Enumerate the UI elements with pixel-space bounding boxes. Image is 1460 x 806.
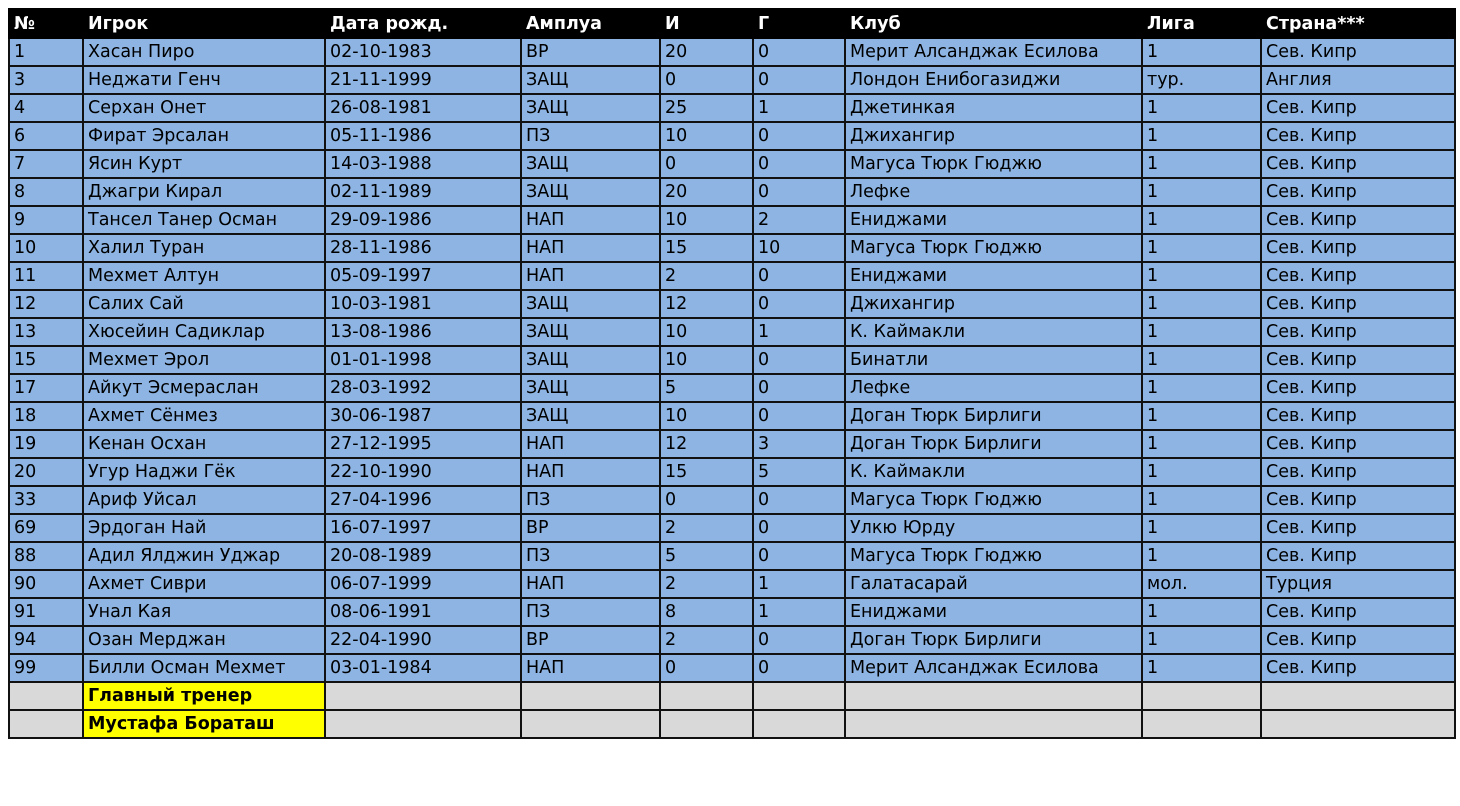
cell-league: 1 xyxy=(1142,542,1261,570)
staff-cell-empty xyxy=(1142,682,1261,710)
header-birthdate: Дата рожд. xyxy=(325,9,521,38)
cell-position: ВР xyxy=(521,626,660,654)
cell-games: 8 xyxy=(660,598,753,626)
cell-position: ЗАЩ xyxy=(521,374,660,402)
cell-league: мол. xyxy=(1142,570,1261,598)
cell-birthdate: 13-08-1986 xyxy=(325,318,521,346)
player-row xyxy=(9,178,1455,206)
cell-games: 20 xyxy=(660,178,753,206)
cell-goals: 1 xyxy=(753,570,845,598)
cell-number: 13 xyxy=(9,318,83,346)
cell-club: К. Каймакли xyxy=(845,458,1142,486)
cell-player: Фират Эрсалан xyxy=(83,122,325,150)
cell-number: 18 xyxy=(9,402,83,430)
cell-number: 8 xyxy=(9,178,83,206)
cell-position: НАП xyxy=(521,654,660,682)
cell-club: Доган Тюрк Бирлиги xyxy=(845,626,1142,654)
cell-games: 5 xyxy=(660,542,753,570)
cell-birthdate: 27-12-1995 xyxy=(325,430,521,458)
cell-country: Сев. Кипр xyxy=(1261,654,1455,682)
cell-club: Джихангир xyxy=(845,122,1142,150)
cell-position: ЗАЩ xyxy=(521,94,660,122)
cell-goals: 0 xyxy=(753,150,845,178)
header-club: Клуб xyxy=(845,9,1142,38)
cell-player: Мехмет Алтун xyxy=(83,262,325,290)
cell-league: 1 xyxy=(1142,234,1261,262)
cell-league: 1 xyxy=(1142,262,1261,290)
cell-number: 15 xyxy=(9,346,83,374)
cell-country: Сев. Кипр xyxy=(1261,486,1455,514)
cell-player: Хюсейин Садиклар xyxy=(83,318,325,346)
cell-country: Сев. Кипр xyxy=(1261,262,1455,290)
cell-position: НАП xyxy=(521,262,660,290)
player-row xyxy=(9,542,1455,570)
cell-goals: 0 xyxy=(753,402,845,430)
staff-cell-empty xyxy=(845,682,1142,710)
player-row xyxy=(9,598,1455,626)
cell-league: 1 xyxy=(1142,290,1261,318)
players-body xyxy=(9,38,1455,682)
cell-games: 12 xyxy=(660,430,753,458)
cell-birthdate: 21-11-1999 xyxy=(325,66,521,94)
cell-club: Мерит Алсанджак Есилова xyxy=(845,38,1142,66)
player-row xyxy=(9,346,1455,374)
player-row xyxy=(9,122,1455,150)
staff-row-role xyxy=(9,682,1455,710)
cell-number: 90 xyxy=(9,570,83,598)
player-row xyxy=(9,206,1455,234)
cell-player: Ахмет Сёнмез xyxy=(83,402,325,430)
cell-goals: 0 xyxy=(753,626,845,654)
header-country: Страна*** xyxy=(1261,9,1455,38)
cell-goals: 10 xyxy=(753,234,845,262)
cell-games: 10 xyxy=(660,206,753,234)
header-goals: Г xyxy=(753,9,845,38)
cell-club: Ениджами xyxy=(845,262,1142,290)
cell-position: НАП xyxy=(521,206,660,234)
cell-country: Сев. Кипр xyxy=(1261,542,1455,570)
cell-club: Джихангир xyxy=(845,290,1142,318)
cell-birthdate: 28-03-1992 xyxy=(325,374,521,402)
cell-club: Магуса Тюрк Гюджю xyxy=(845,542,1142,570)
cell-player: Джагри Кирал xyxy=(83,178,325,206)
cell-goals: 0 xyxy=(753,178,845,206)
cell-club: Улкю Юрду xyxy=(845,514,1142,542)
cell-player: Эрдоган Най xyxy=(83,514,325,542)
cell-birthdate: 29-09-1986 xyxy=(325,206,521,234)
header-number: № xyxy=(9,9,83,38)
cell-player: Неджати Генч xyxy=(83,66,325,94)
cell-games: 0 xyxy=(660,654,753,682)
cell-games: 20 xyxy=(660,38,753,66)
cell-league: 1 xyxy=(1142,458,1261,486)
header-player: Игрок xyxy=(83,9,325,38)
cell-position: ЗАЩ xyxy=(521,66,660,94)
cell-number: 99 xyxy=(9,654,83,682)
player-row xyxy=(9,374,1455,402)
cell-league: 1 xyxy=(1142,626,1261,654)
cell-birthdate: 16-07-1997 xyxy=(325,514,521,542)
header-position: Амплуа xyxy=(521,9,660,38)
cell-country: Сев. Кипр xyxy=(1261,206,1455,234)
cell-country: Сев. Кипр xyxy=(1261,458,1455,486)
cell-position: ПЗ xyxy=(521,122,660,150)
cell-number: 10 xyxy=(9,234,83,262)
cell-club: Мерит Алсанджак Есилова xyxy=(845,654,1142,682)
staff-cell-empty xyxy=(1261,710,1455,738)
cell-number: 20 xyxy=(9,458,83,486)
player-row xyxy=(9,318,1455,346)
head-coach-label: Главный тренер xyxy=(83,682,325,710)
cell-position: НАП xyxy=(521,234,660,262)
staff-cell-empty xyxy=(521,682,660,710)
cell-club: Магуса Тюрк Гюджю xyxy=(845,486,1142,514)
cell-goals: 0 xyxy=(753,38,845,66)
cell-player: Угур Наджи Гёк xyxy=(83,458,325,486)
cell-position: НАП xyxy=(521,458,660,486)
cell-goals: 0 xyxy=(753,290,845,318)
cell-number: 88 xyxy=(9,542,83,570)
cell-position: ПЗ xyxy=(521,542,660,570)
staff-cell-empty xyxy=(845,710,1142,738)
cell-goals: 0 xyxy=(753,654,845,682)
cell-games: 2 xyxy=(660,570,753,598)
cell-club: Галатасарай xyxy=(845,570,1142,598)
cell-position: ЗАЩ xyxy=(521,346,660,374)
cell-league: 1 xyxy=(1142,122,1261,150)
cell-country: Сев. Кипр xyxy=(1261,122,1455,150)
cell-position: ЗАЩ xyxy=(521,402,660,430)
cell-club: К. Каймакли xyxy=(845,318,1142,346)
staff-cell-empty xyxy=(753,710,845,738)
cell-games: 5 xyxy=(660,374,753,402)
cell-birthdate: 20-08-1989 xyxy=(325,542,521,570)
staff-cell-empty xyxy=(9,682,83,710)
cell-league: 1 xyxy=(1142,402,1261,430)
cell-player: Хасан Пиро xyxy=(83,38,325,66)
cell-country: Сев. Кипр xyxy=(1261,402,1455,430)
cell-number: 9 xyxy=(9,206,83,234)
player-row xyxy=(9,38,1455,66)
cell-league: 1 xyxy=(1142,38,1261,66)
cell-number: 69 xyxy=(9,514,83,542)
staff-row-name xyxy=(9,710,1455,738)
cell-club: Магуса Тюрк Гюджю xyxy=(845,150,1142,178)
cell-birthdate: 22-04-1990 xyxy=(325,626,521,654)
cell-number: 1 xyxy=(9,38,83,66)
cell-league: 1 xyxy=(1142,598,1261,626)
cell-birthdate: 22-10-1990 xyxy=(325,458,521,486)
cell-player: Серхан Онет xyxy=(83,94,325,122)
cell-player: Салих Сай xyxy=(83,290,325,318)
cell-goals: 5 xyxy=(753,458,845,486)
staff-cell-empty xyxy=(1261,682,1455,710)
cell-country: Сев. Кипр xyxy=(1261,290,1455,318)
player-row xyxy=(9,458,1455,486)
cell-club: Доган Тюрк Бирлиги xyxy=(845,402,1142,430)
cell-number: 94 xyxy=(9,626,83,654)
cell-number: 33 xyxy=(9,486,83,514)
cell-birthdate: 14-03-1988 xyxy=(325,150,521,178)
cell-player: Мехмет Эрол xyxy=(83,346,325,374)
cell-player: Адил Ялджин Уджар xyxy=(83,542,325,570)
cell-number: 4 xyxy=(9,94,83,122)
cell-goals: 0 xyxy=(753,346,845,374)
player-row xyxy=(9,234,1455,262)
cell-country: Сев. Кипр xyxy=(1261,346,1455,374)
cell-country: Сев. Кипр xyxy=(1261,626,1455,654)
cell-goals: 0 xyxy=(753,122,845,150)
cell-games: 10 xyxy=(660,402,753,430)
cell-birthdate: 10-03-1981 xyxy=(325,290,521,318)
cell-birthdate: 30-06-1987 xyxy=(325,402,521,430)
cell-country: Сев. Кипр xyxy=(1261,150,1455,178)
cell-league: 1 xyxy=(1142,178,1261,206)
cell-games: 0 xyxy=(660,486,753,514)
cell-number: 6 xyxy=(9,122,83,150)
cell-position: ПЗ xyxy=(521,598,660,626)
cell-country: Англия xyxy=(1261,66,1455,94)
cell-birthdate: 28-11-1986 xyxy=(325,234,521,262)
player-row xyxy=(9,514,1455,542)
head-coach-name: Мустафа Бораташ xyxy=(83,710,325,738)
header-league: Лига xyxy=(1142,9,1261,38)
cell-country: Сев. Кипр xyxy=(1261,374,1455,402)
cell-birthdate: 06-07-1999 xyxy=(325,570,521,598)
cell-position: НАП xyxy=(521,430,660,458)
cell-country: Сев. Кипр xyxy=(1261,94,1455,122)
cell-games: 25 xyxy=(660,94,753,122)
cell-goals: 1 xyxy=(753,94,845,122)
staff-cell-empty xyxy=(753,682,845,710)
cell-position: ВР xyxy=(521,38,660,66)
cell-goals: 1 xyxy=(753,598,845,626)
cell-player: Озан Мерджан xyxy=(83,626,325,654)
player-row xyxy=(9,66,1455,94)
cell-club: Джетинкая xyxy=(845,94,1142,122)
cell-number: 91 xyxy=(9,598,83,626)
header-games: И xyxy=(660,9,753,38)
cell-country: Сев. Кипр xyxy=(1261,430,1455,458)
cell-position: ЗАЩ xyxy=(521,290,660,318)
cell-club: Доган Тюрк Бирлиги xyxy=(845,430,1142,458)
cell-league: 1 xyxy=(1142,430,1261,458)
cell-league: 1 xyxy=(1142,374,1261,402)
cell-goals: 0 xyxy=(753,542,845,570)
cell-games: 2 xyxy=(660,514,753,542)
staff-cell-empty xyxy=(660,710,753,738)
cell-player: Халил Туран xyxy=(83,234,325,262)
cell-player: Билли Осман Мехмет xyxy=(83,654,325,682)
player-row xyxy=(9,262,1455,290)
cell-games: 10 xyxy=(660,346,753,374)
cell-player: Кенан Осхан xyxy=(83,430,325,458)
cell-number: 3 xyxy=(9,66,83,94)
cell-goals: 0 xyxy=(753,514,845,542)
player-row xyxy=(9,402,1455,430)
cell-league: 1 xyxy=(1142,346,1261,374)
player-row xyxy=(9,486,1455,514)
cell-birthdate: 01-01-1998 xyxy=(325,346,521,374)
cell-league: 1 xyxy=(1142,94,1261,122)
cell-country: Сев. Кипр xyxy=(1261,318,1455,346)
cell-games: 0 xyxy=(660,66,753,94)
cell-club: Бинатли xyxy=(845,346,1142,374)
cell-player: Айкут Эсмераслан xyxy=(83,374,325,402)
cell-games: 2 xyxy=(660,262,753,290)
cell-birthdate: 08-06-1991 xyxy=(325,598,521,626)
cell-goals: 0 xyxy=(753,66,845,94)
staff-cell-empty xyxy=(325,682,521,710)
cell-country: Сев. Кипр xyxy=(1261,598,1455,626)
cell-goals: 2 xyxy=(753,206,845,234)
cell-birthdate: 05-09-1997 xyxy=(325,262,521,290)
cell-birthdate: 03-01-1984 xyxy=(325,654,521,682)
cell-position: ЗАЩ xyxy=(521,318,660,346)
cell-club: Магуса Тюрк Гюджю xyxy=(845,234,1142,262)
cell-games: 2 xyxy=(660,626,753,654)
cell-player: Тансел Танер Осман xyxy=(83,206,325,234)
cell-league: 1 xyxy=(1142,486,1261,514)
squad-table xyxy=(8,8,1456,739)
staff-body xyxy=(9,682,1455,738)
cell-country: Турция xyxy=(1261,570,1455,598)
staff-cell-empty xyxy=(521,710,660,738)
cell-country: Сев. Кипр xyxy=(1261,234,1455,262)
cell-league: 1 xyxy=(1142,318,1261,346)
cell-country: Сев. Кипр xyxy=(1261,514,1455,542)
cell-goals: 1 xyxy=(753,318,845,346)
cell-games: 10 xyxy=(660,122,753,150)
cell-league: тур. xyxy=(1142,66,1261,94)
cell-birthdate: 02-10-1983 xyxy=(325,38,521,66)
cell-number: 12 xyxy=(9,290,83,318)
cell-goals: 0 xyxy=(753,262,845,290)
cell-player: Унал Кая xyxy=(83,598,325,626)
cell-league: 1 xyxy=(1142,514,1261,542)
cell-player: Ариф Уйсал xyxy=(83,486,325,514)
cell-games: 10 xyxy=(660,318,753,346)
cell-country: Сев. Кипр xyxy=(1261,178,1455,206)
player-row xyxy=(9,570,1455,598)
cell-league: 1 xyxy=(1142,206,1261,234)
player-row xyxy=(9,94,1455,122)
header-row xyxy=(9,9,1455,38)
cell-birthdate: 26-08-1981 xyxy=(325,94,521,122)
cell-club: Лефке xyxy=(845,374,1142,402)
cell-goals: 3 xyxy=(753,430,845,458)
cell-games: 15 xyxy=(660,458,753,486)
cell-birthdate: 05-11-1986 xyxy=(325,122,521,150)
cell-games: 0 xyxy=(660,150,753,178)
cell-number: 11 xyxy=(9,262,83,290)
staff-cell-empty xyxy=(9,710,83,738)
cell-number: 19 xyxy=(9,430,83,458)
cell-birthdate: 02-11-1989 xyxy=(325,178,521,206)
cell-position: ЗАЩ xyxy=(521,178,660,206)
cell-position: ПЗ xyxy=(521,486,660,514)
cell-club: Ениджами xyxy=(845,206,1142,234)
staff-cell-empty xyxy=(660,682,753,710)
cell-league: 1 xyxy=(1142,654,1261,682)
cell-birthdate: 27-04-1996 xyxy=(325,486,521,514)
staff-cell-empty xyxy=(1142,710,1261,738)
cell-number: 17 xyxy=(9,374,83,402)
cell-player: Ясин Курт xyxy=(83,150,325,178)
player-row xyxy=(9,430,1455,458)
player-row xyxy=(9,654,1455,682)
cell-league: 1 xyxy=(1142,150,1261,178)
staff-cell-empty xyxy=(325,710,521,738)
cell-player: Ахмет Сиври xyxy=(83,570,325,598)
cell-club: Лондон Енибогазиджи xyxy=(845,66,1142,94)
player-row xyxy=(9,626,1455,654)
cell-goals: 0 xyxy=(753,374,845,402)
cell-position: ВР xyxy=(521,514,660,542)
cell-games: 12 xyxy=(660,290,753,318)
cell-position: НАП xyxy=(521,570,660,598)
player-row xyxy=(9,150,1455,178)
cell-club: Ениджами xyxy=(845,598,1142,626)
cell-goals: 0 xyxy=(753,486,845,514)
cell-country: Сев. Кипр xyxy=(1261,38,1455,66)
cell-games: 15 xyxy=(660,234,753,262)
cell-number: 7 xyxy=(9,150,83,178)
player-row xyxy=(9,290,1455,318)
cell-club: Лефке xyxy=(845,178,1142,206)
cell-position: ЗАЩ xyxy=(521,150,660,178)
